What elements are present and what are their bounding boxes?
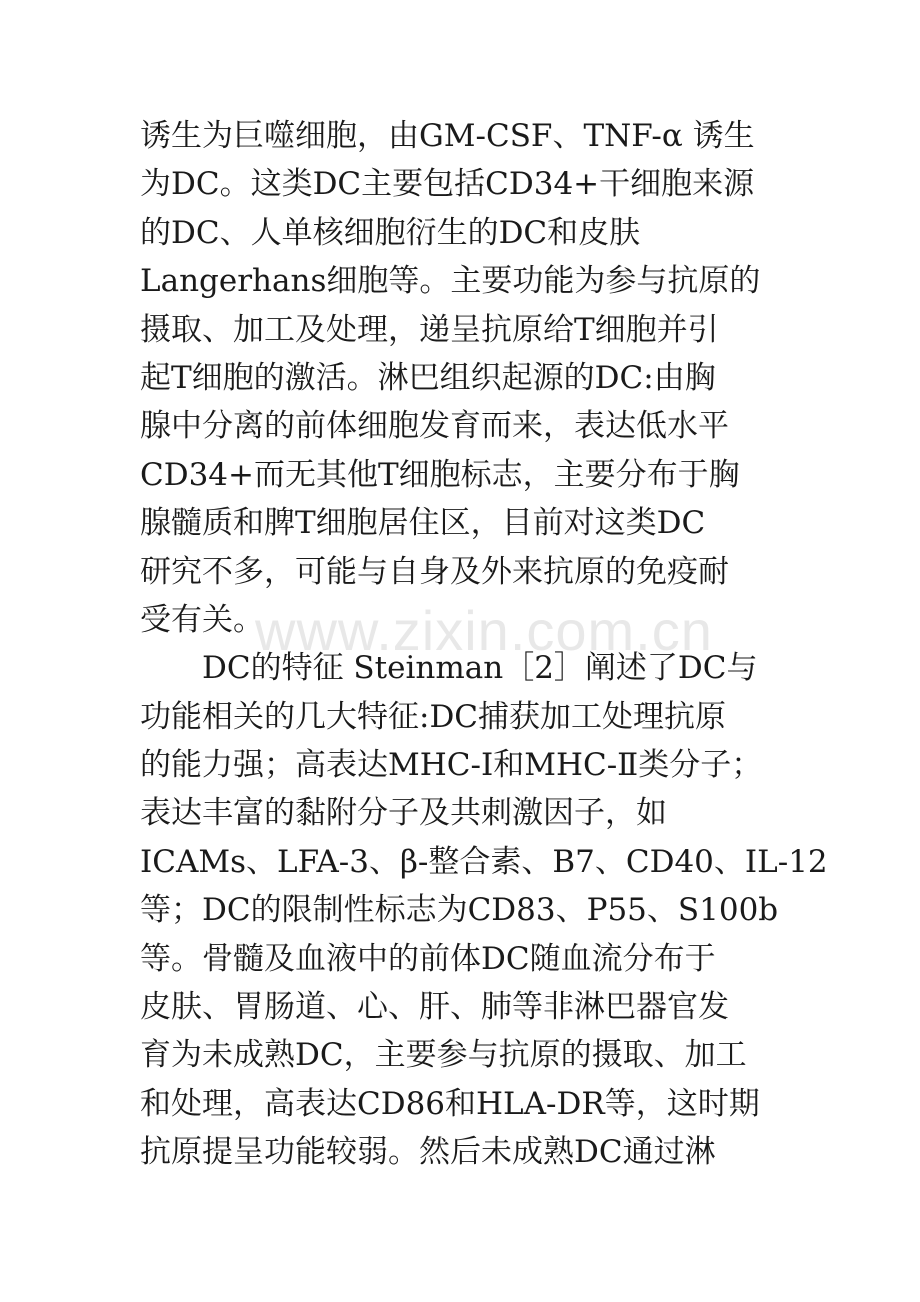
- watermark: www.zixin.com.cn: [255, 599, 713, 662]
- text-line: 抗原提呈功能较弱。然后未成熟DC通过淋: [140, 1134, 716, 1171]
- text-line: 诱生为巨噬细胞，由GM-CSF、TNF-α 诱生: [140, 118, 755, 154]
- text-line: 育为未成熟DC，主要参与抗原的摄取、加工: [140, 1037, 747, 1074]
- text-line: 受有关。: [140, 601, 264, 638]
- text-line: 腺中分离的前体细胞发育而来，表达低水平: [140, 408, 729, 445]
- body-text: [140, 112, 828, 1177]
- text-line: CD34+而无其他T细胞标志，主要分布于胸: [140, 456, 740, 493]
- text-line: 腺髓质和脾T细胞居住区，目前对这类DC: [140, 505, 706, 542]
- text-line: 研究不多，可能与自身及外来抗原的免疫耐: [140, 553, 729, 590]
- text-line: 为DC。这类DC主要包括CD34+干细胞来源: [140, 166, 755, 203]
- text-line: 等。骨髓及血液中的前体DC随血流分布于: [140, 940, 716, 977]
- text-line: DC的特征 Steinman［2］阐述了DC与: [140, 650, 758, 687]
- text-line: 功能相关的几大特征:DC捕获加工处理抗原: [140, 698, 727, 735]
- text-line: 的能力强；高表达MHC-Ⅰ和MHC-Ⅱ类分子；: [140, 747, 763, 784]
- text-line: 和处理，高表达CD86和HLA-DR等，这时期: [140, 1085, 760, 1122]
- text-line: 皮肤、胃肠道、心、肝、肺等非淋巴器官发: [140, 989, 729, 1026]
- text-line: Langerhans细胞等。主要功能为参与抗原的: [140, 263, 761, 300]
- text-line: 的DC、人单核细胞衍生的DC和皮肤: [140, 214, 641, 251]
- text-line: 起T细胞的激活。淋巴组织起源的DC:由胸: [140, 359, 716, 396]
- text-line: 等；DC的限制性标志为CD83、P55、S100b: [140, 892, 779, 929]
- text-line: ICAMs、LFA-3、β-整合素、B7、CD40、IL-12: [140, 843, 828, 880]
- text-line: 摄取、加工及处理，递呈抗原给T细胞并引: [140, 311, 719, 348]
- text-line: 表达丰富的黏附分子及共刺激因子，如: [140, 795, 667, 832]
